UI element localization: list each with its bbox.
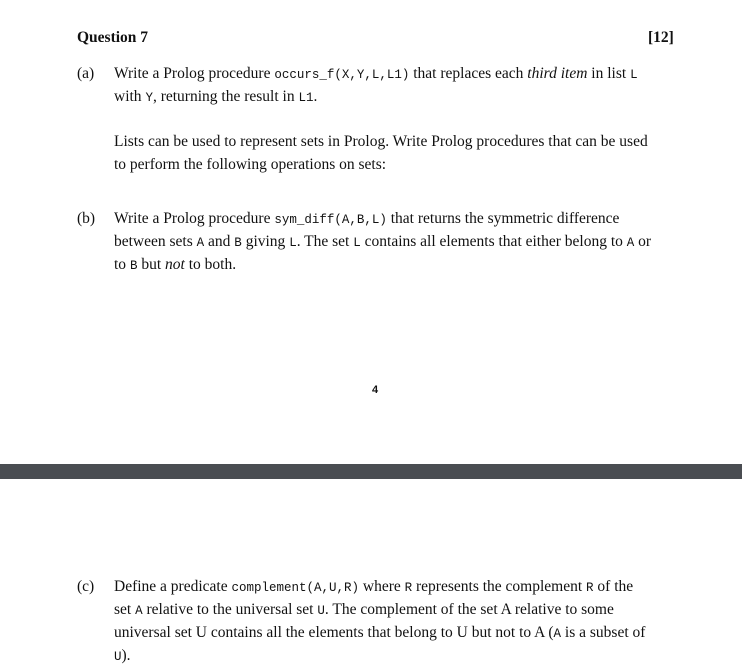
code: B (234, 236, 242, 250)
text: that returns the symmetric difference (386, 210, 620, 227)
code: L1 (298, 91, 314, 105)
text: to both. (184, 256, 237, 273)
emphasis: third item (527, 65, 588, 82)
code: U (114, 650, 122, 664)
part-b-line-1 (114, 209, 619, 230)
code: occurs_f(X,Y,L,L1) (274, 68, 410, 82)
page-number: 4 (372, 384, 379, 396)
code: L (353, 236, 361, 250)
intro-line-1: Lists can be used to represent sets in Prolog. Write Prolog procedures that can be used (114, 133, 648, 150)
part-c-line-1 (114, 577, 633, 598)
text: . The set (296, 233, 354, 250)
text: and (204, 233, 235, 250)
text: of the (593, 578, 634, 595)
part-c-line-2 (114, 600, 614, 621)
part-c-line-3 (114, 623, 645, 644)
code: L (630, 68, 638, 82)
code: B (129, 259, 138, 273)
question-marks: [12] (648, 29, 674, 46)
part-a-line-1 (114, 64, 638, 85)
text: to (114, 256, 130, 273)
text: Write a Prolog procedure (114, 65, 275, 82)
intro-line-2: to perform the following operations on sets: (114, 156, 387, 173)
text: ). (121, 647, 131, 664)
code: A (196, 236, 205, 250)
code: U (317, 604, 325, 618)
part-a-line-2 (114, 87, 317, 108)
code: L (289, 236, 297, 250)
text: relative to the universal set (142, 601, 318, 618)
code: A (553, 627, 562, 641)
text: , returning the result in (152, 88, 299, 105)
text: giving (241, 233, 290, 250)
question-title: Question 7 (77, 29, 149, 46)
code: complement(A,U,R) (231, 581, 359, 595)
emphasis: not (165, 256, 185, 273)
code: R (586, 581, 594, 595)
text: in list (587, 65, 631, 82)
code: R (404, 581, 413, 595)
code: Y (145, 91, 153, 105)
text: set (114, 601, 136, 618)
text: where (359, 578, 405, 595)
text: or (634, 233, 652, 250)
text: represents the complement (412, 578, 587, 595)
code: A (626, 236, 635, 250)
text: . (313, 88, 318, 105)
part-a-label: (a) (77, 65, 95, 82)
part-b-line-3 (114, 255, 236, 276)
text: with (114, 88, 146, 105)
text: is a subset of (561, 624, 646, 641)
part-b-line-2 (114, 232, 651, 253)
part-c-label: (c) (77, 578, 95, 595)
text: universal set U contains all the elements that belong to U but not to A ( (114, 624, 554, 641)
text: Write a Prolog procedure (114, 210, 275, 227)
text: Define a predicate (114, 578, 232, 595)
part-b-label: (b) (77, 210, 96, 227)
text: contains all elements that either belong to (360, 233, 627, 250)
text: between sets (114, 233, 197, 250)
page-separator (0, 464, 742, 479)
text: that replaces each (409, 65, 528, 82)
text: but (137, 256, 166, 273)
code: sym_diff(A,B,L) (274, 213, 387, 227)
text: . The complement of the set A relative to some (324, 601, 614, 618)
part-c-line-4 (114, 646, 131, 667)
code: A (135, 604, 143, 618)
